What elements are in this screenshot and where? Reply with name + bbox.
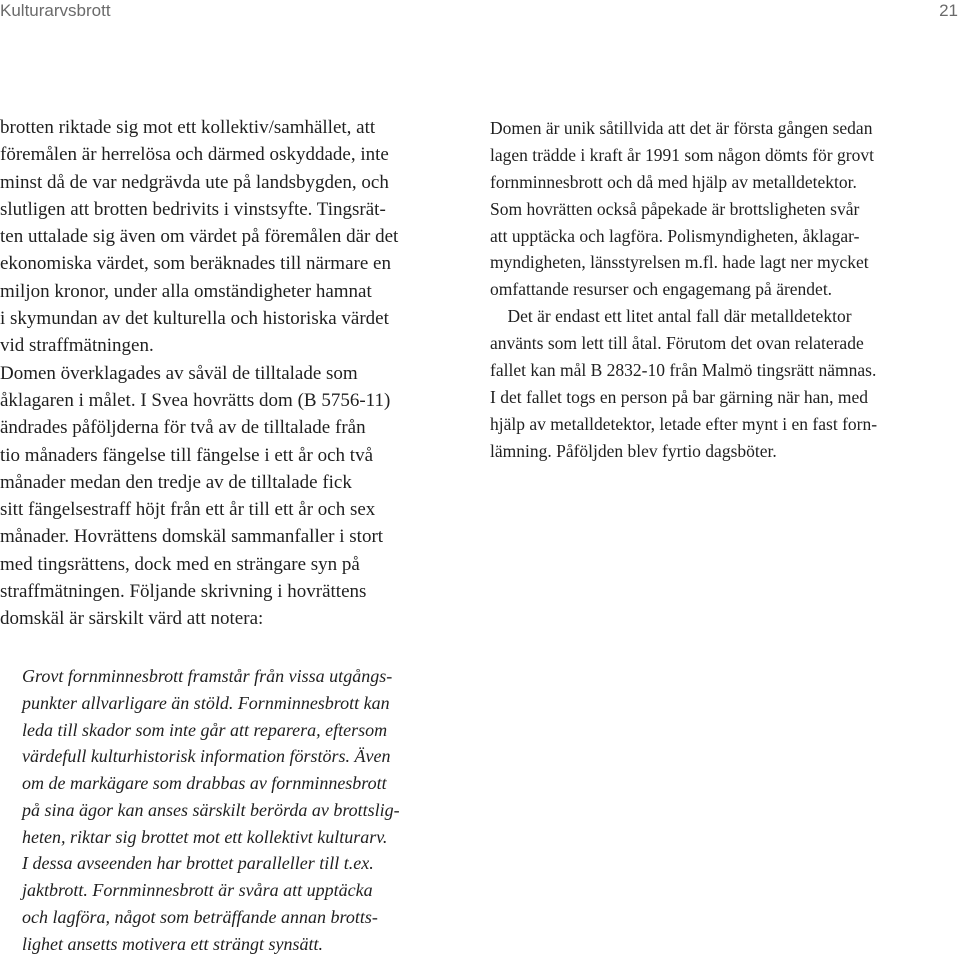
quote-line: Grovt fornminnesbrott framstår från vissa utgångs- xyxy=(22,666,393,686)
body-line: fornminnesbrott och då med hjälp av metalldetektor. xyxy=(490,171,857,192)
body-line: domskäl är särskilt värd att notera: xyxy=(0,608,264,630)
page-number: 21 xyxy=(939,1,958,20)
left-text-column xyxy=(0,114,470,633)
body-line: straffmätningen. Följande skrivning i hovrättens xyxy=(0,581,367,603)
body-line: fallet kan mål B 2832-10 från Malmö tingsrätt nämnas. xyxy=(490,360,877,381)
body-line: föremålen är herrelösa och därmed oskyddade, inte xyxy=(0,144,389,166)
body-line: myndigheten, länsstyrelsen m.fl. hade lagt ner mycket xyxy=(490,252,869,273)
quote-line: värdefull kulturhistorisk information förstörs. Även xyxy=(22,746,391,767)
body-line: med tingsrättens, dock med en strängare syn på xyxy=(0,553,360,575)
body-line: slutligen att brotten bedrivits i vinstsyfte. Tingsrät- xyxy=(0,198,386,220)
body-line: omfattande resurser och engagemang på ärendet. xyxy=(490,279,833,300)
body-line: brotten riktade sig mot ett kollektiv/samhället, att xyxy=(0,117,376,138)
quote-line: leda till skador som inte går att reparera, eftersom xyxy=(22,719,388,740)
right-text-column xyxy=(490,115,960,465)
body-line: ekonomiska värdet, som beräknades till närmare en xyxy=(0,253,391,275)
body-line: minst då de var nedgrävda ute på landsbygden, och xyxy=(0,171,389,193)
body-line: Domen överklagades av såväl de tilltalade som xyxy=(0,362,358,384)
body-line: tio månaders fängelse till fängelse i ett år och två xyxy=(0,444,373,466)
quote-line: lighet ansetts motivera ett strängt synsätt. xyxy=(22,933,323,954)
body-line: månader medan den tredje av de tilltalade fick xyxy=(0,471,352,493)
body-line: att upptäcka och lagföra. Polismyndigheten, åklagar- xyxy=(490,225,860,246)
quote-line: I dessa avseenden har brottet paralleller till t.ex. xyxy=(22,853,374,874)
body-line: ändrades påföljderna för två av de tilltalade från xyxy=(0,417,366,439)
quote-line: om de markägare som drabbas av fornminnesbrott xyxy=(22,773,387,793)
quote-line: och lagföra, något som beträffande annan brotts- xyxy=(22,906,378,927)
body-line: hjälp av metalldetektor, letade efter mynt i en fast forn- xyxy=(490,413,878,434)
quote-line: på sina ägor kan anses särskilt berörda av brottslig- xyxy=(22,799,400,820)
body-line: vid straffmätningen. xyxy=(0,335,154,357)
body-line: lämning. Påföljden blev fyrtio dagsböter. xyxy=(490,440,777,461)
running-header-title: Kulturarvsbrott xyxy=(0,1,111,20)
body-line: I det fallet togs en person på bar gärning när han, med xyxy=(490,386,869,407)
body-line: månader. Hovrättens domskäl sammanfaller i stort xyxy=(0,526,384,548)
body-line: i skymundan av det kulturella och historiska värdet xyxy=(0,308,389,330)
quote-line: heten, riktar sig brottet mot ett kollektivt kulturarv. xyxy=(22,826,388,847)
body-line: sitt fängelsestraff höjt från ett år till ett år och sex xyxy=(0,499,376,521)
body-line: Det är endast ett litet antal fall där metalldetektor xyxy=(490,306,852,327)
body-line: Domen är unik såtillvida att det är första gången sedan xyxy=(490,118,873,138)
body-line: ten uttalade sig även om värdet på föremålen där det xyxy=(0,226,399,248)
quote-line: punkter allvarligare än stöld. Fornminnesbrott kan xyxy=(22,692,390,713)
body-line: Som hovrätten också påpekade är brottsligheten svår xyxy=(490,198,860,219)
body-line: använts som lett till åtal. Förutom det ovan relaterade xyxy=(490,333,864,354)
block-quote xyxy=(22,663,462,957)
body-line: lagen trädde i kraft år 1991 som någon dömts för grovt xyxy=(490,144,874,165)
quote-line: jaktbrott. Fornminnesbrott är svåra att upptäcka xyxy=(22,880,373,900)
body-line: miljon kronor, under alla omständigheter hamnat xyxy=(0,280,372,302)
body-line: åklagaren i målet. I Svea hovrätts dom (B 5756-11) xyxy=(0,389,391,411)
